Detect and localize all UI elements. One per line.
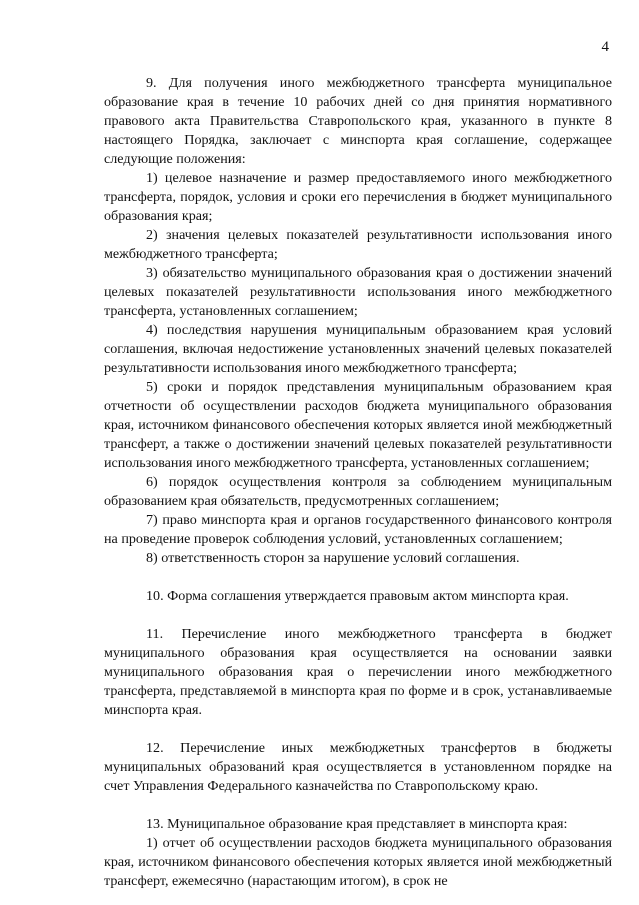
paragraph-9: 9. Для получения иного межбюджетного трансферта муниципальное образование края в течение 10 рабочих дней со дня принятия нормативного правового акта Правительства Ставропольского края, указанного в пункте 8 настоящего Порядка, заключает с минспорта края соглашение, содержащее следующие положения: [104, 75, 612, 167]
paragraph-12: 12. Перечисление иных межбюджетных трансфертов в бюджеты муниципальных образований края осуществляется в установленном порядке на счет Управления Федерального казначейства по Ставропольскому краю. [104, 740, 612, 794]
list-item-3: 3) обязательство муниципального образования края о достижении значений целевых показателей результативности использования иного межбюджетного трансферта, установленных соглашением; [104, 265, 612, 319]
list-item-2: 2) значения целевых показателей результативности использования иного межбюджетного трансферта; [104, 227, 612, 262]
list-item-4: 4) последствия нарушения муниципальным образованием края условий соглашения, включая недостижение установленных значений целевых показателей результативности использования иного межбюджетного трансферта; [104, 322, 612, 376]
list-item-5: 5) сроки и порядок представления муниципальным образованием края отчетности об осуществлении расходов бюджета муниципального образования края, источником финансового обеспечения которых является иной межбюджетный трансферт, а также о достижении значений целевых показателей результативности использования иного межбюджетного трансферта, установленных соглашением; [104, 379, 612, 471]
list-item-8: 8) ответственность сторон за нарушение условий соглашения. [146, 550, 520, 566]
document-body [104, 74, 612, 891]
paragraph-13-item-1: 1) отчет об осуществлении расходов бюджета муниципального образования края, источником финансового обеспечения которых является иной межбюджетный трансферт, ежемесячно (нарастающим итогом), в срок не [104, 835, 612, 889]
paragraph-10: 10. Форма соглашения утверждается правовым актом минспорта края. [146, 588, 569, 604]
list-item-6: 6) порядок осуществления контроля за соблюдением муниципальным образованием края обязательств, предусмотренных соглашением; [104, 474, 612, 509]
paragraph-13: 13. Муниципальное образование края представляет в минспорта края: [146, 816, 568, 832]
list-item-7: 7) право минспорта края и органов государственного финансового контроля на проведение проверок соблюдения условий, установленных соглашением; [104, 512, 612, 547]
list-item-1: 1) целевое назначение и размер предоставляемого иного межбюджетного трансферта, порядок, условия и сроки его перечисления в бюджет муниципального образования края; [104, 170, 612, 224]
page-number: 4 [601, 39, 609, 55]
paragraph-11: 11. Перечисление иного межбюджетного трансферта в бюджет муниципального образования края осуществляется на основании заявки муниципального образования края о перечислении иного межбюджетного трансферта, представляемой в минспорта края по форме и в срок, устанавливаемые минспорта края. [104, 626, 612, 718]
